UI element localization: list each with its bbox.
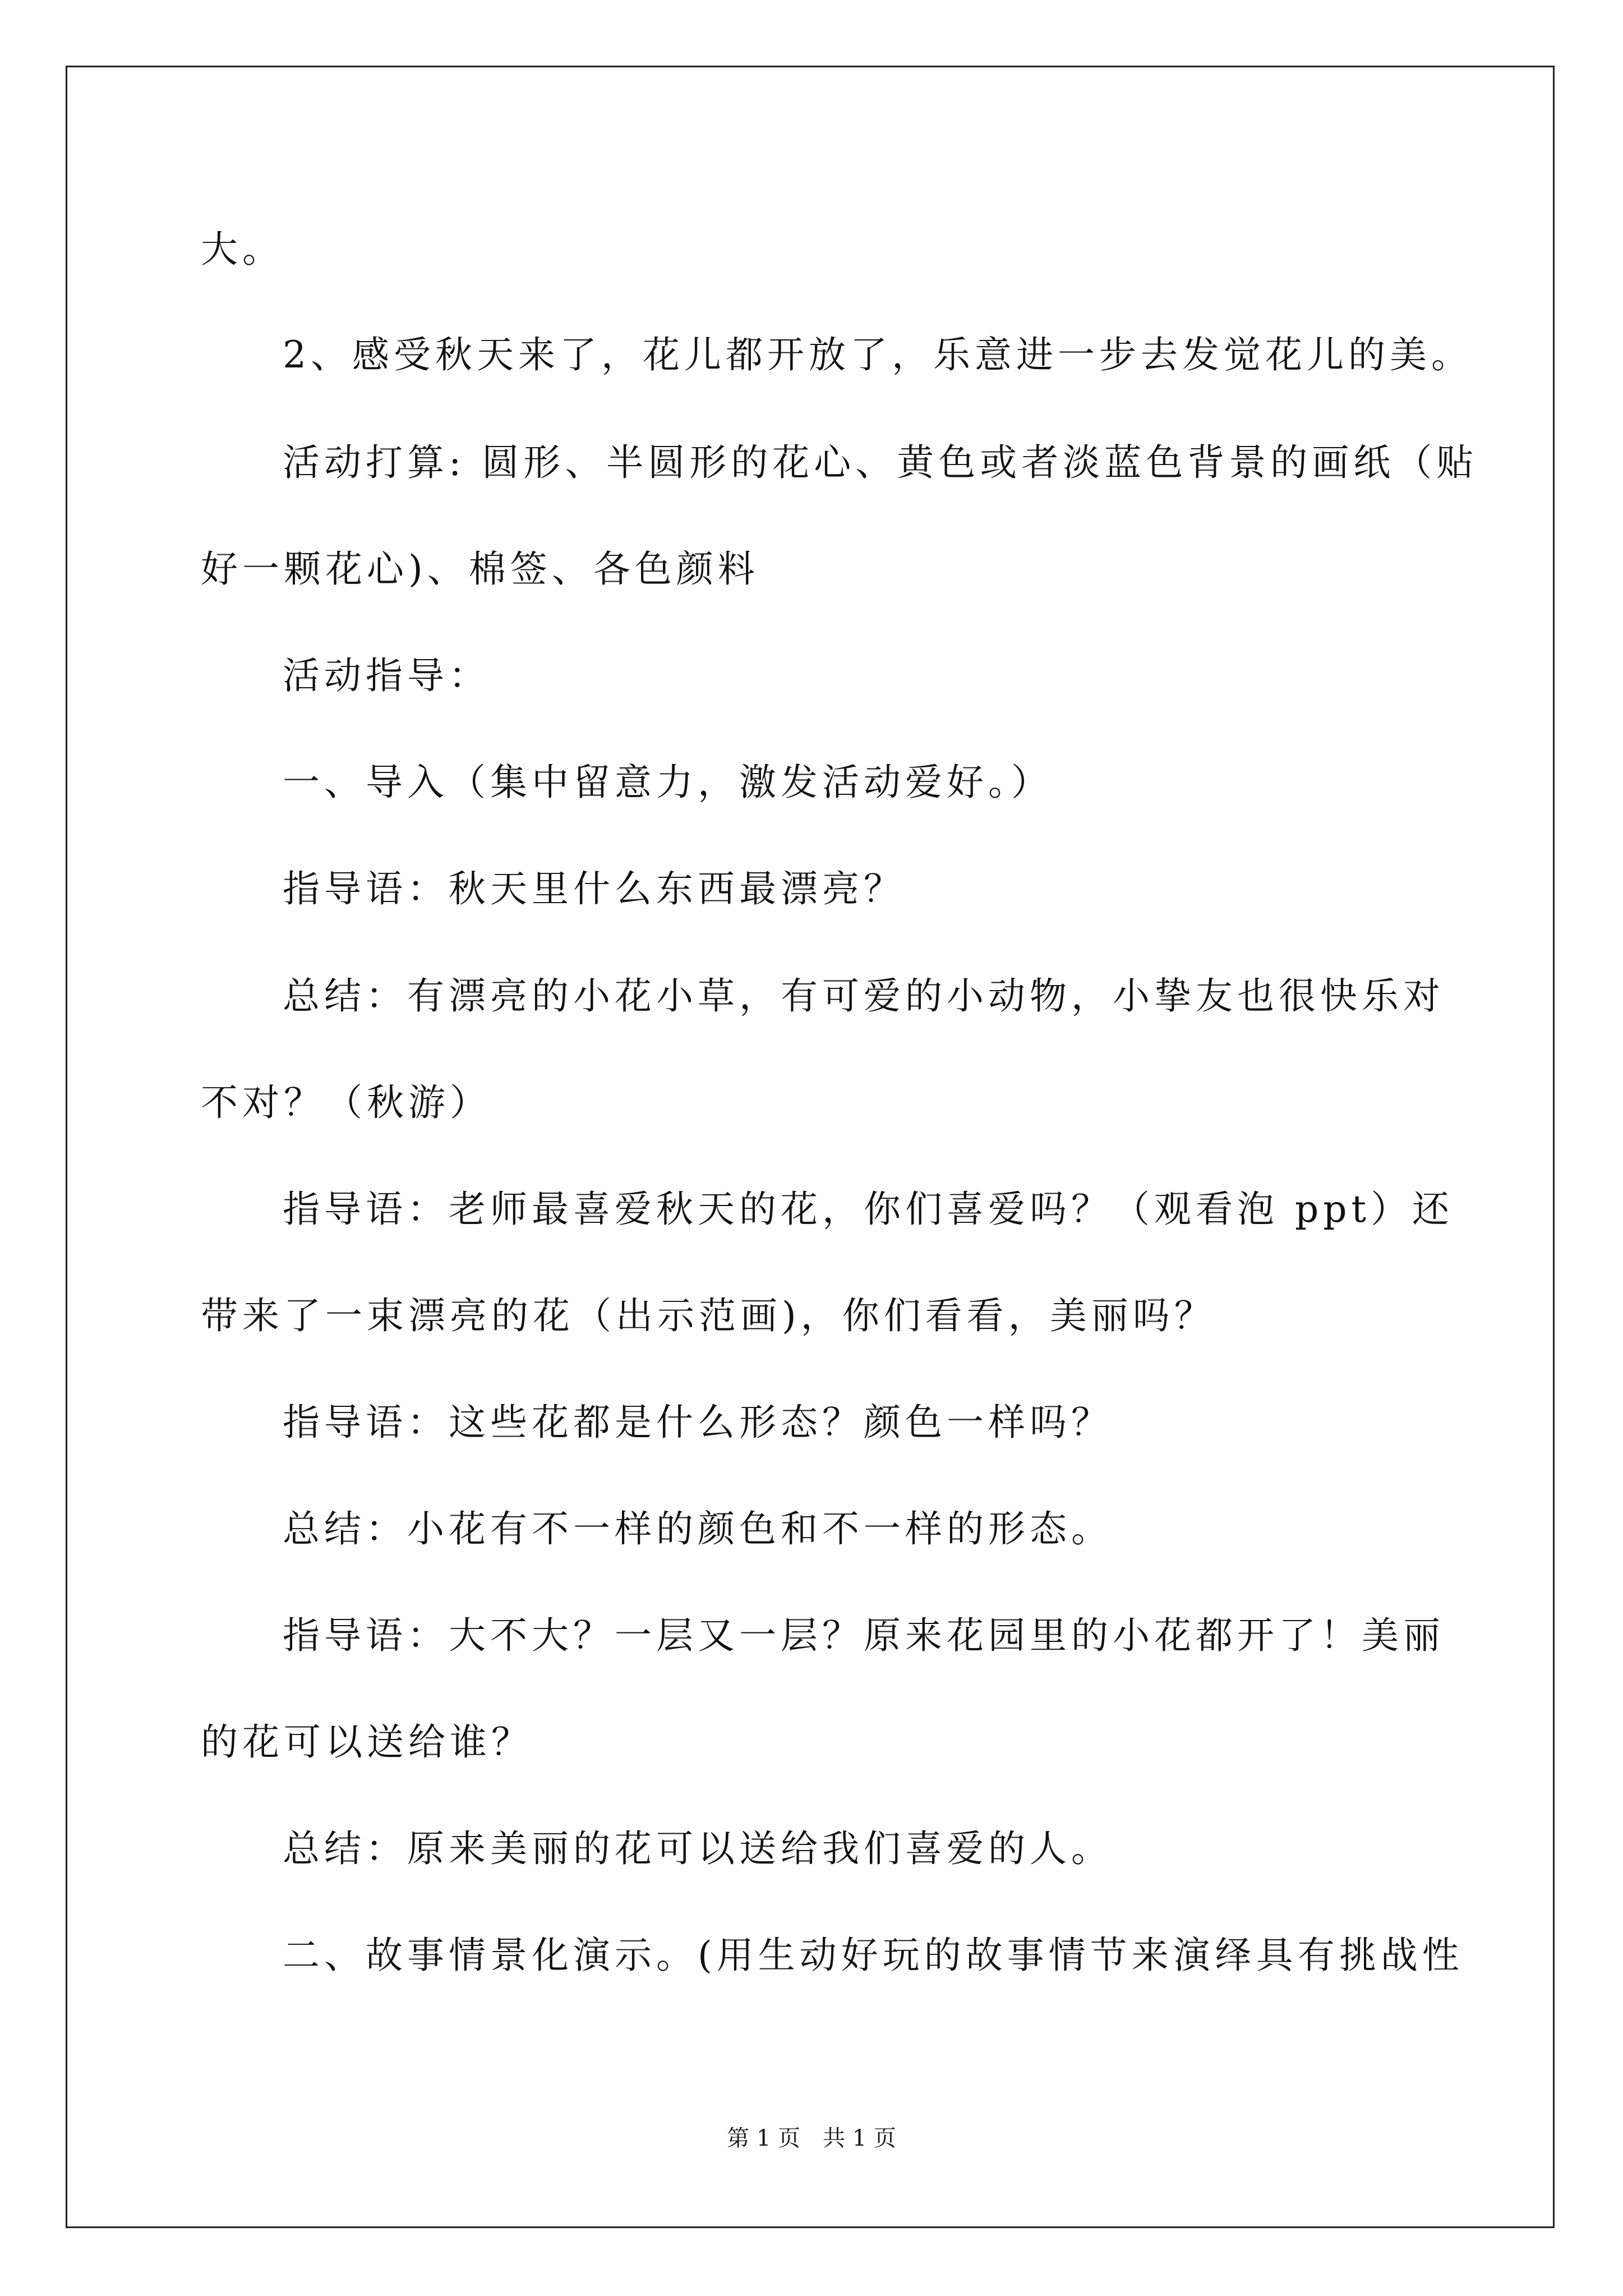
text-line: 的花可以送给谁？: [201, 1720, 533, 1764]
text-line: 总结：小花有不一样的颜色和不一样的形态。: [283, 1507, 1113, 1550]
page-border: [66, 66, 1555, 2228]
text-line: 总结：原来美丽的花可以送给我们喜爱的人。: [283, 1827, 1113, 1870]
text-line: 总结：有漂亮的小花小草，有可爱的小动物，小挚友也很快乐对: [283, 974, 1445, 1018]
text-line: 活动打算: 圆形、半圆形的花心、黄色或者淡蓝色背景的画纸（贴: [283, 441, 1478, 484]
text-line: 带来了一束漂亮的花（出示范画)，你们看看，美丽吗？: [201, 1294, 1216, 1337]
text-line: 指导语：大不大？一层又一层？原来花园里的小花都开了！美丽: [283, 1614, 1445, 1657]
text-line: 二、故事情景化演示。(用生动好玩的故事情节来演绎具有挑战性: [283, 1934, 1464, 1977]
text-line: 大。: [201, 228, 284, 271]
page-footer: 第 1 页 共 1 页: [727, 2125, 896, 2151]
text-line: 2、感受秋天来了，花儿都开放了，乐意进一步去发觉花儿的美。: [283, 333, 1473, 376]
text-line: 好一颗花心)、棉签、各色颜料: [201, 547, 759, 591]
text-line: 指导语：这些花都是什么形态？颜色一样吗？: [283, 1401, 1113, 1444]
text-line: 一、导入（集中留意力，激发活动爱好。）: [283, 761, 1053, 804]
text-line: 指导语：老师最喜爱秋天的花，你们喜爱吗？（观看泡 ppt）还: [283, 1188, 1454, 1231]
text-line: 不对？（秋游）: [201, 1081, 491, 1124]
text-line: 指导语：秋天里什么东西最漂亮？: [283, 867, 905, 910]
text-line: 活动指导：: [283, 654, 490, 697]
